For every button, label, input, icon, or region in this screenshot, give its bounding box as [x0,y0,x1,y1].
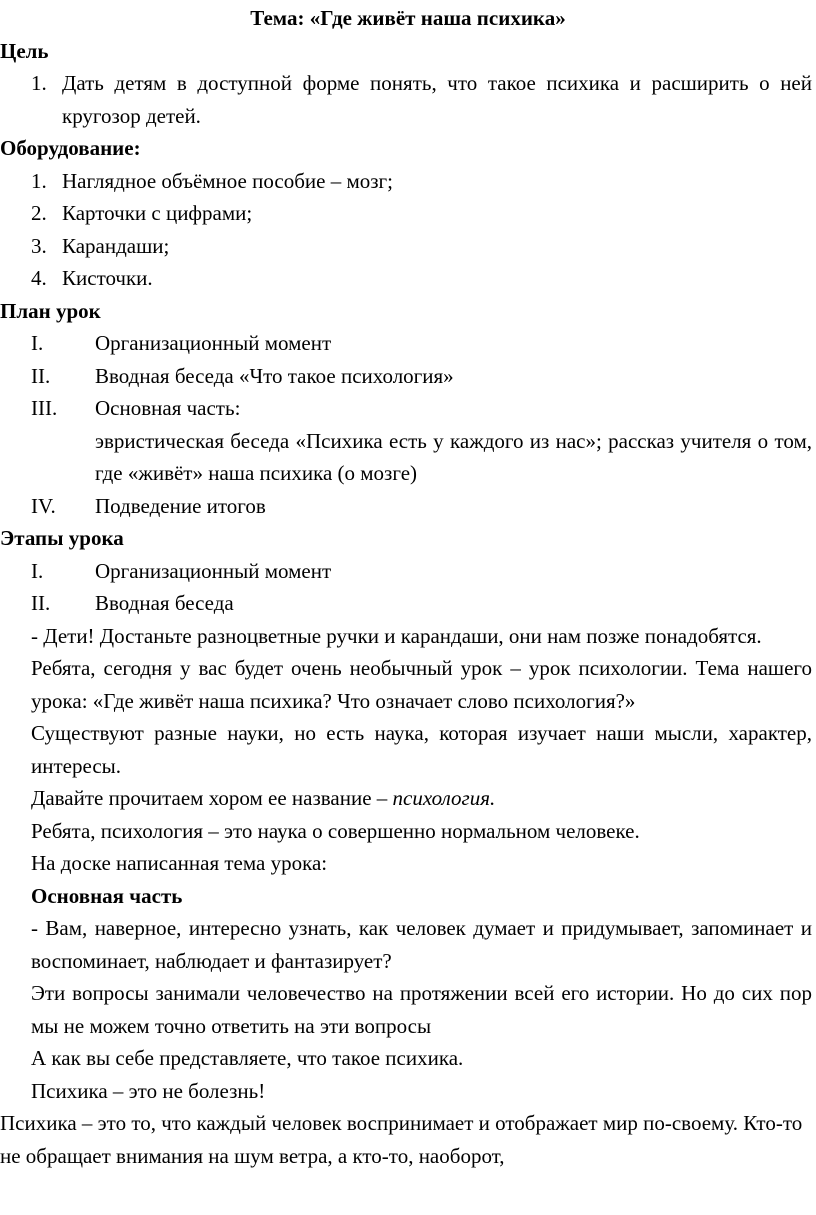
paragraph: Ребята, сегодня у вас будет очень необычный урок – урок психологии. Тема нашего урока: «Где живёт наша психика? Что означает слово психология?» [31,656,812,713]
plan-item [0,360,816,393]
plan-item-continuation: эвристическая беседа «Психика есть у каждого из нас»; рассказ учителя о том, где «живёт» наша психика (о мозге) [95,428,812,485]
paragraph: Существуют разные науки, но есть наука, которая изучает наши мысли, характер, интересы. [31,721,812,778]
item-number: III. [31,396,58,420]
item-text: Вводная беседа [95,591,234,615]
equipment-item [0,230,816,263]
item-text: Организационный момент [95,558,332,583]
item-number: 1. [31,168,47,193]
goal-item [0,67,816,132]
stages-item [0,587,816,620]
item-number: II. [31,591,51,615]
stages-item [0,555,816,588]
paragraph-text: Давайте прочитаем хором ее название – [31,786,393,810]
paragraph: - Дети! Достаньте разноцветные ручки и карандаши, они нам позже понадобятся. [31,623,762,648]
item-text: Карандаши; [62,233,170,258]
emphasized-term: психология. [392,786,496,810]
paragraph: Эти вопросы занимали человечество на протяжении всей его истории. Но до сих пор мы не можем точно ответить на эти вопросы [31,981,812,1038]
plan-item [0,392,816,425]
equipment-item [0,165,816,198]
paragraph: Психика – это то, что каждый человек воспринимает и отображает мир по-своему. Кто-то не обращает внимания на шум ветра, а кто-то, наоборот, [0,1111,803,1168]
equipment-item [0,262,816,295]
item-text: Подведение итогов [95,493,266,518]
item-number: 2. [31,201,47,225]
plan-item [0,327,816,360]
item-text: Организационный момент [95,331,332,355]
item-number: IV. [31,493,56,518]
item-number: 4. [31,266,47,290]
paragraph: - Вам, наверное, интересно узнать, как человек думает и придумывает, запоминает и воспоминает, наблюдает и фантазирует? [31,916,812,973]
main-part-heading: Основная часть [31,883,183,908]
item-text: Вводная беседа «Что такое психология» [95,363,454,388]
paragraph: Ребята, психология – это наука о совершенно нормальном человеке. [31,818,640,843]
equipment-heading: Оборудование: [0,136,141,160]
paragraph [0,782,816,815]
item-text: Карточки с цифрами; [62,201,253,225]
item-text: Основная часть: [95,396,241,420]
equipment-item [0,197,816,230]
item-number: 3. [31,233,47,258]
item-text: Кисточки. [62,266,153,290]
plan-heading: План урок [0,298,101,323]
item-number: I. [31,331,44,355]
plan-item [0,490,816,523]
document-page [0,2,816,1172]
stages-heading: Этапы урока [0,526,124,550]
document-title: Тема: «Где живёт наша психика» [250,6,566,30]
paragraph: А как вы себе представляете, что такое психика. [31,1046,464,1070]
paragraph: Психика – это не болезнь! [31,1078,266,1103]
item-text: Наглядное объёмное пособие – мозг; [62,168,393,193]
item-number: I. [31,558,44,583]
item-number: II. [31,363,51,388]
goal-heading: Цель [0,38,49,63]
paragraph: На доске написанная тема урока: [31,851,328,875]
item-number: 1. [31,71,47,95]
item-text: Дать детям в доступной форме понять, что такое психика и расширить о ней кругозор детей. [62,71,812,128]
